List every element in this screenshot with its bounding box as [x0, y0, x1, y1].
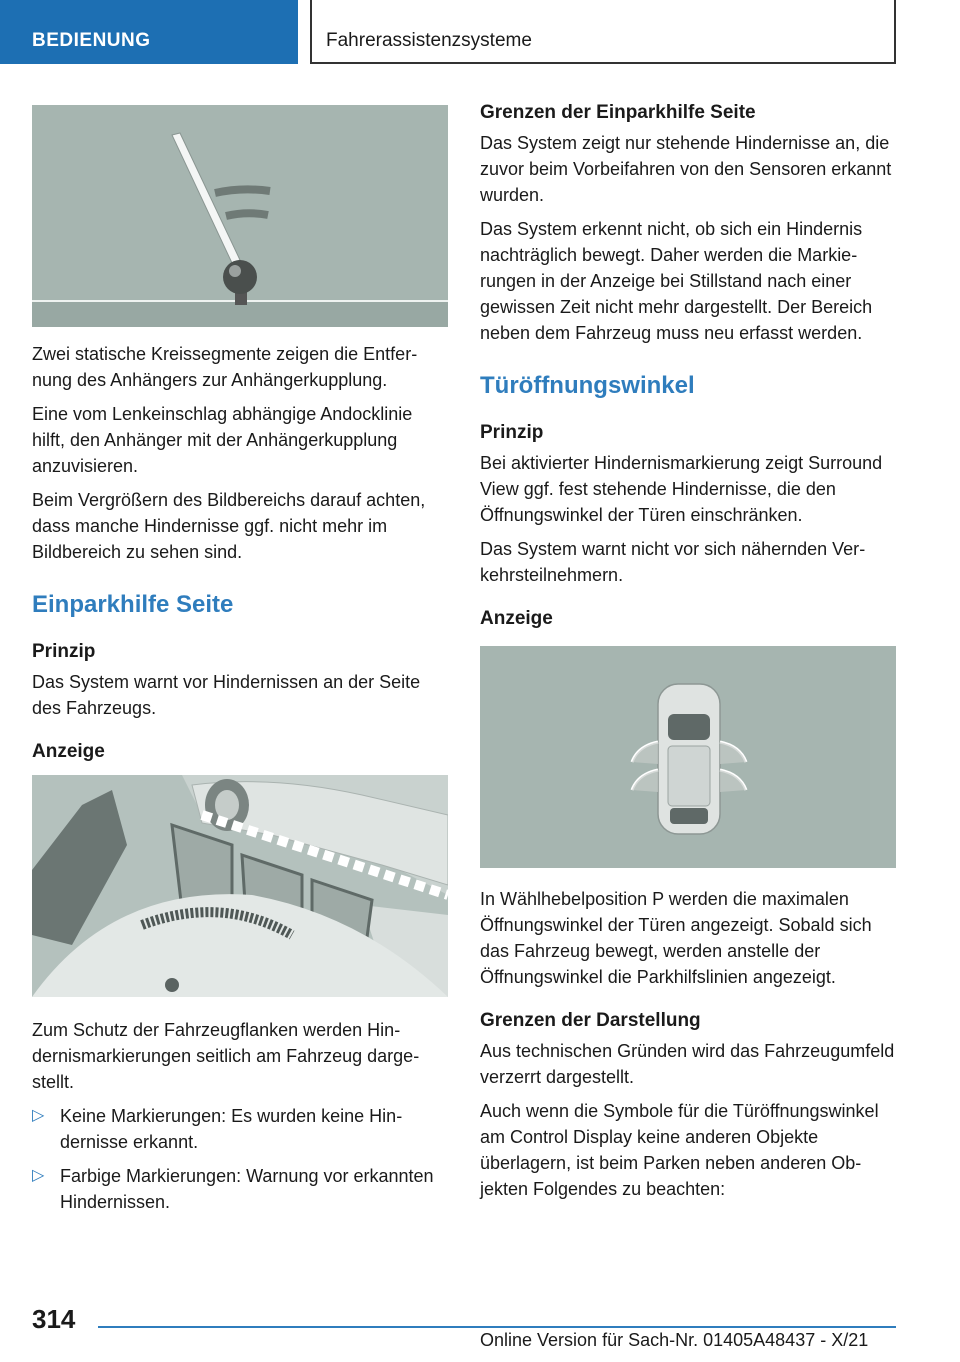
header-chapter-label: Fahrerassistenzsysteme	[310, 0, 896, 64]
right-para-1: Das System zeigt nur stehende Hindernisse an, die zuvor beim Vorbeifahren von den Sensoren erkannt wurden.	[480, 133, 892, 205]
triangle-right-icon: ▷	[32, 1167, 45, 1184]
right-para-3: Bei aktivierter Hindernismarkierung zeigt Surround View ggf. fest stehende Hindernisse, die den Öffnungswinkel der Türen einschränken.	[480, 453, 883, 525]
trailer-hitch-figure	[32, 105, 448, 327]
subheading-prinzip-right: Prinzip	[480, 422, 544, 443]
left-para-3: Beim Vergrößern des Bildbereichs darauf achten, dass manche Hindernisse ggf. nicht mehr im Bildbereich zu sehen sind.	[32, 490, 426, 562]
left-para-1: Zwei statische Kreissegmente zeigen die Entfernung des Anhängers zur Anhängerkupplung.	[32, 344, 418, 390]
subheading-grenzen-darstellung: Grenzen der Darstellung	[480, 1010, 701, 1031]
section-title-einparkhilfe: Einparkhilfe Seite	[32, 591, 234, 618]
right-para-4: Das System warnt nicht vor sich nähernden Verkehrsteilnehmern.	[480, 539, 866, 585]
left-para-2: Eine vom Lenkeinschlag abhängige Andocklinie hilft, den Anhänger mit der Anhängerkupplung anzuvisieren.	[32, 404, 413, 476]
online-version-text: Online Version für Sach-Nr. 01405A48437 - X/21	[480, 1330, 869, 1350]
list-item-text: Farbige Markierungen: Warnung vor erkannten Hindernissen.	[60, 1166, 434, 1212]
right-para-2: Das System erkennt nicht, ob sich ein Hindernis nachträglich bewegt. Daher werden die Markierungen in der Anzeige bei Stillstand nach einer gewissen Zeit nicht mehr dargestellt. Der Bereich neben dem Fahrzeug muss neu erfasst werden.	[480, 219, 873, 343]
marking-list	[32, 1103, 448, 1215]
right-column	[480, 100, 896, 1210]
left-column	[32, 100, 448, 1223]
subheading-anzeige-right: Anzeige	[480, 608, 553, 629]
subheading-anzeige-left: Anzeige	[32, 741, 105, 762]
right-para-7: Auch wenn die Symbole für die Türöffnungswinkel am Control Display keine anderen Objekte überlagern, ist beim Parken neben anderen Objekten Folgendes zu beachten:	[480, 1101, 879, 1199]
header-section-label: BEDIENUNG	[0, 0, 298, 64]
section-title-tueroeffnungswinkel: Türöffnungswinkel	[480, 372, 695, 399]
subheading-prinzip-left: Prinzip	[32, 641, 96, 662]
door-opening-figure	[480, 646, 896, 868]
list-item-text: Keine Markierungen: Es wurden keine Hindernisse erkannt.	[60, 1106, 403, 1152]
list-item	[32, 1163, 448, 1215]
triangle-right-icon: ▷	[32, 1107, 45, 1124]
footer-divider	[98, 1326, 896, 1328]
list-item	[32, 1103, 448, 1155]
left-para-4: Das System warnt vor Hindernissen an der Seite des Fahrzeugs.	[32, 672, 421, 718]
side-parking-figure	[32, 775, 448, 997]
right-para-6: Aus technischen Gründen wird das Fahrzeugumfeld verzerrt dargestellt.	[480, 1041, 895, 1087]
right-para-5: In Wählhebelposition P werden die maximalen Öffnungswinkel der Türen angezeigt. Sobald sich das Fahrzeug bewegt, werden anstelle der Öffnungswinkel die Parkhilfslinien angezeigt.	[480, 889, 872, 987]
page-number: 314	[32, 1304, 76, 1334]
page-footer	[0, 1290, 960, 1362]
subheading-grenzen-einparkhilfe: Grenzen der Einparkhilfe Seite	[480, 102, 756, 123]
page-header	[0, 0, 960, 66]
left-para-5: Zum Schutz der Fahrzeugflanken werden Hindernismarkierungen seitlich am Fahrzeug dargestellt.	[32, 1020, 420, 1092]
